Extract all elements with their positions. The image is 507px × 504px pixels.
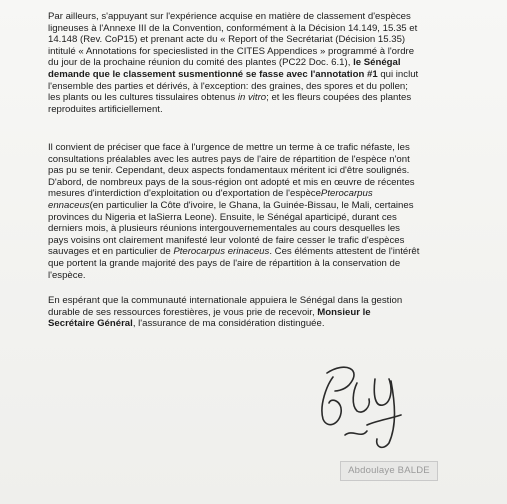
text-line: En espérant que la communauté internationale appuiera le Sénégal dans la gestion [48,295,403,306]
signatory-name-stamp: Abdoulaye BALDE [340,461,438,481]
text-line: ligneuses à l'Annexe III de la Convention, conformément à la Décision 14.149, 15.35 et [48,22,418,34]
text-line: , l'assurance de ma considération distinguée. [132,318,325,330]
text-line: mesures d'interdiction d'exploitation ou d'exportation de l'espèce [48,188,321,200]
text-line: durable de ses ressources forestières, je vous prie de recevoir, [48,306,315,318]
text-line: qui inclut [377,68,419,80]
text-line: derniers mois, à plusieurs réunions intergouvernementales au cours desquelles les [48,223,400,235]
text-line: sauvages et en particulier de [48,246,174,258]
text-line: consultations préalables avec les autres pays de l'aire de répartition de l'espèce n'ont [48,153,410,165]
text-line: (en particulier la Côte d'ivoire, le Ghana, la Guinée-Bissau, le Mali, certaines [89,199,414,211]
text-line: pas pu se tenir. Cependant, deux aspects fondamentaux méritent ici d'être soulignés. [48,165,410,177]
bold-demand: demande que le classement susmentionné se fasse avec l'annotation #1 [48,68,378,80]
text-line: les plants ou les cultures tissulaires obtenus [48,92,238,104]
italic-species: Pterocarpus [320,188,373,200]
paragraph-closing [48,295,446,330]
italic-species: Pterocarpus erinaceus [173,246,270,258]
paragraph-urgence [48,142,446,281]
text-line: 14.148 (Rev. CoP15) et prenant acte du « Report of the Secrétariat (Décision 15.35) [48,34,406,46]
text-line: ; et les fleurs coupées des plantes [266,92,412,104]
handwritten-signature [305,355,425,455]
italic-species: ennaceus [48,199,90,211]
text-line: Par ailleurs, s'appuyant sur l'expérience acquise en matière de classement d'espèces [48,11,411,22]
text-line: intitulé « Annotations for specieslisted in the CITES Appendices » programmé à l'ordre [48,45,415,57]
text-line: pays voisins ont clairement manifesté leur volonté de faire cesser le trafic d'espèces [48,234,405,246]
text-line: que portent la grande majorité des pays de l'aire de répartition à la conservation de [48,257,401,269]
text-line: du jour de la prochaine réunion du comité des plantes (PC22 Doc. 6.1), [48,57,351,69]
text-line: l'ensemble des parties et dérivés, à l'exception: des graines, des spores et du pollen; [48,80,408,92]
text-line: Il convient de préciser que face à l'urgence de mettre un terme à ce trafic néfaste, les [48,142,410,153]
text-line: . Ces éléments attestent de l'intérêt [269,246,420,258]
text-line: provinces du Nigeria et laSierra Leone). Ensuite, le Sénégal aparticipé, durant ces [48,211,397,223]
text-line: l'espèce. [48,269,86,281]
paragraph-classement [48,11,446,115]
text-line: D'abord, de nombreux pays de la sous-région ont adopté et mis en œuvre de récentes [48,176,415,188]
bold-senegal: le Sénégal [353,57,401,69]
italic-in-vitro: in vitro [237,92,267,104]
bold-addressee: Monsieur le [317,306,371,318]
bold-addressee: Secrétaire Général [48,318,133,330]
text-line: reproduites artificiellement. [48,103,163,115]
